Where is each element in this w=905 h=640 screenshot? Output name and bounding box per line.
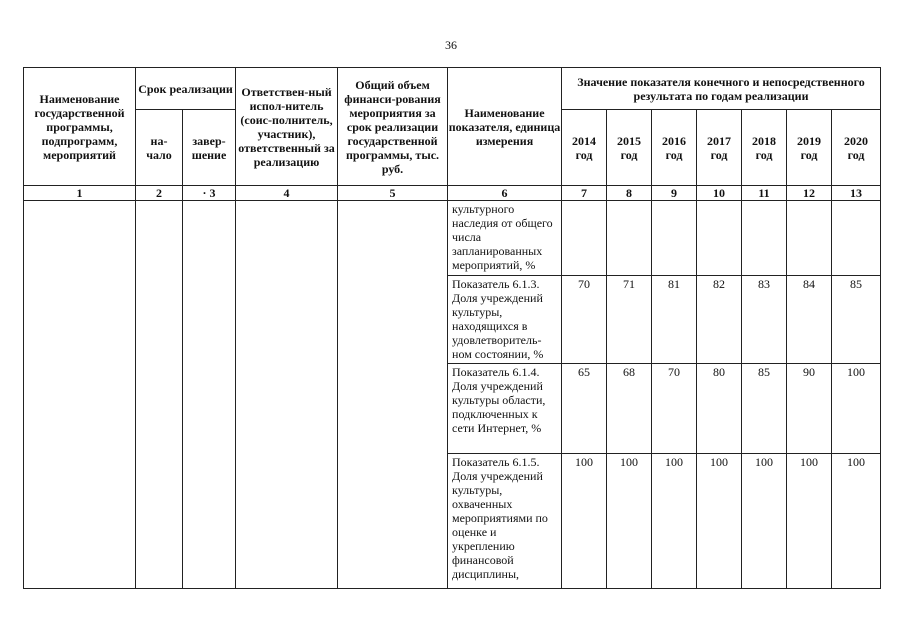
- value-cell: 100: [652, 454, 697, 589]
- column-number: 10: [697, 186, 742, 201]
- indicator-cell: Показатель 6.1.5. Доля учреждений культуры, охваченных мероприятиями по оценке и укреплению финансовой дисциплины,: [448, 454, 562, 589]
- year-label: 2016: [662, 133, 687, 148]
- column-number: 13: [832, 186, 881, 201]
- column-number: 4: [236, 186, 338, 201]
- column-number: · 3: [183, 186, 236, 201]
- header-term-end: завер- шение: [183, 110, 236, 186]
- header-row-1: [24, 68, 881, 110]
- value-cell: 82: [697, 276, 742, 364]
- column-number: 12: [787, 186, 832, 201]
- header-funding: Общий объем финанси-рования мероприятия за срок реализации государственной программы, тыс. руб.: [338, 68, 448, 186]
- value-cell: [787, 201, 832, 276]
- year-unit: год: [755, 147, 773, 162]
- column-number: 7: [562, 186, 607, 201]
- column-number: 1: [24, 186, 136, 201]
- header-term: Срок реализации: [136, 68, 236, 110]
- cell-term-start: [136, 201, 183, 589]
- year-label: 2014: [572, 133, 597, 148]
- year-unit: год: [847, 147, 865, 162]
- indicator-cell: Показатель 6.1.3. Доля учреждений культуры, находящихся в удовлетворитель-ном состоянии, %: [448, 276, 562, 364]
- year-unit: год: [575, 147, 593, 162]
- value-cell: 83: [742, 276, 787, 364]
- year-unit: год: [665, 147, 683, 162]
- column-number: 11: [742, 186, 787, 201]
- value-cell: 100: [697, 454, 742, 589]
- year-unit: год: [800, 147, 818, 162]
- value-cell: [832, 201, 881, 276]
- indicator-table: [23, 67, 881, 589]
- value-cell: 100: [832, 454, 881, 589]
- header-values-group: Значение показателя конечного и непосредственного результата по годам реализации: [562, 68, 881, 110]
- value-cell: 100: [607, 454, 652, 589]
- header-year: [787, 110, 832, 186]
- header-year: [742, 110, 787, 186]
- value-cell: 68: [607, 364, 652, 454]
- value-cell: 85: [742, 364, 787, 454]
- value-cell: 81: [652, 276, 697, 364]
- table-row: [24, 201, 881, 276]
- header-indicator: Наименование показателя, единица измерения: [448, 68, 562, 186]
- page-number: 36: [445, 38, 457, 52]
- header-year: [697, 110, 742, 186]
- cell-term-end: [183, 201, 236, 589]
- column-number: 2: [136, 186, 183, 201]
- value-cell: 80: [697, 364, 742, 454]
- column-number: 9: [652, 186, 697, 201]
- value-cell: 84: [787, 276, 832, 364]
- value-cell: 70: [652, 364, 697, 454]
- indicator-cell: культурного наследия от общего числа запланированных мероприятий, %: [448, 201, 562, 276]
- value-cell: [742, 201, 787, 276]
- header-term-start: на- чало: [136, 110, 183, 186]
- year-label: 2019: [797, 133, 822, 148]
- value-cell: [697, 201, 742, 276]
- column-number: 6: [448, 186, 562, 201]
- cell-funding: [338, 201, 448, 589]
- year-label: 2020: [844, 133, 869, 148]
- value-cell: 100: [562, 454, 607, 589]
- year-label: 2015: [617, 133, 642, 148]
- cell-responsible: [236, 201, 338, 589]
- value-cell: 100: [787, 454, 832, 589]
- indicator-cell: Показатель 6.1.4. Доля учреждений культуры области, подключенных к сети Интернет, %: [448, 364, 562, 454]
- column-number: 5: [338, 186, 448, 201]
- value-cell: 100: [742, 454, 787, 589]
- value-cell: 100: [832, 364, 881, 454]
- header-year: [562, 110, 607, 186]
- value-cell: [652, 201, 697, 276]
- header-year: [607, 110, 652, 186]
- header-year: [832, 110, 881, 186]
- value-cell: 85: [832, 276, 881, 364]
- header-responsible: Ответствен-ный испол-нитель (соис-полнитель, участник), ответственный за реализацию: [236, 68, 338, 186]
- year-unit: год: [710, 147, 728, 162]
- value-cell: 90: [787, 364, 832, 454]
- column-number: 8: [607, 186, 652, 201]
- value-cell: [607, 201, 652, 276]
- value-cell: 71: [607, 276, 652, 364]
- column-number-row: [24, 186, 881, 201]
- header-name: Наименование государственной программы, подпрограмм, мероприятий: [24, 68, 136, 186]
- year-label: 2018: [752, 133, 777, 148]
- value-cell: 70: [562, 276, 607, 364]
- year-unit: год: [620, 147, 638, 162]
- value-cell: 65: [562, 364, 607, 454]
- value-cell: [562, 201, 607, 276]
- header-year: [652, 110, 697, 186]
- year-label: 2017: [707, 133, 732, 148]
- cell-program-name: [24, 201, 136, 589]
